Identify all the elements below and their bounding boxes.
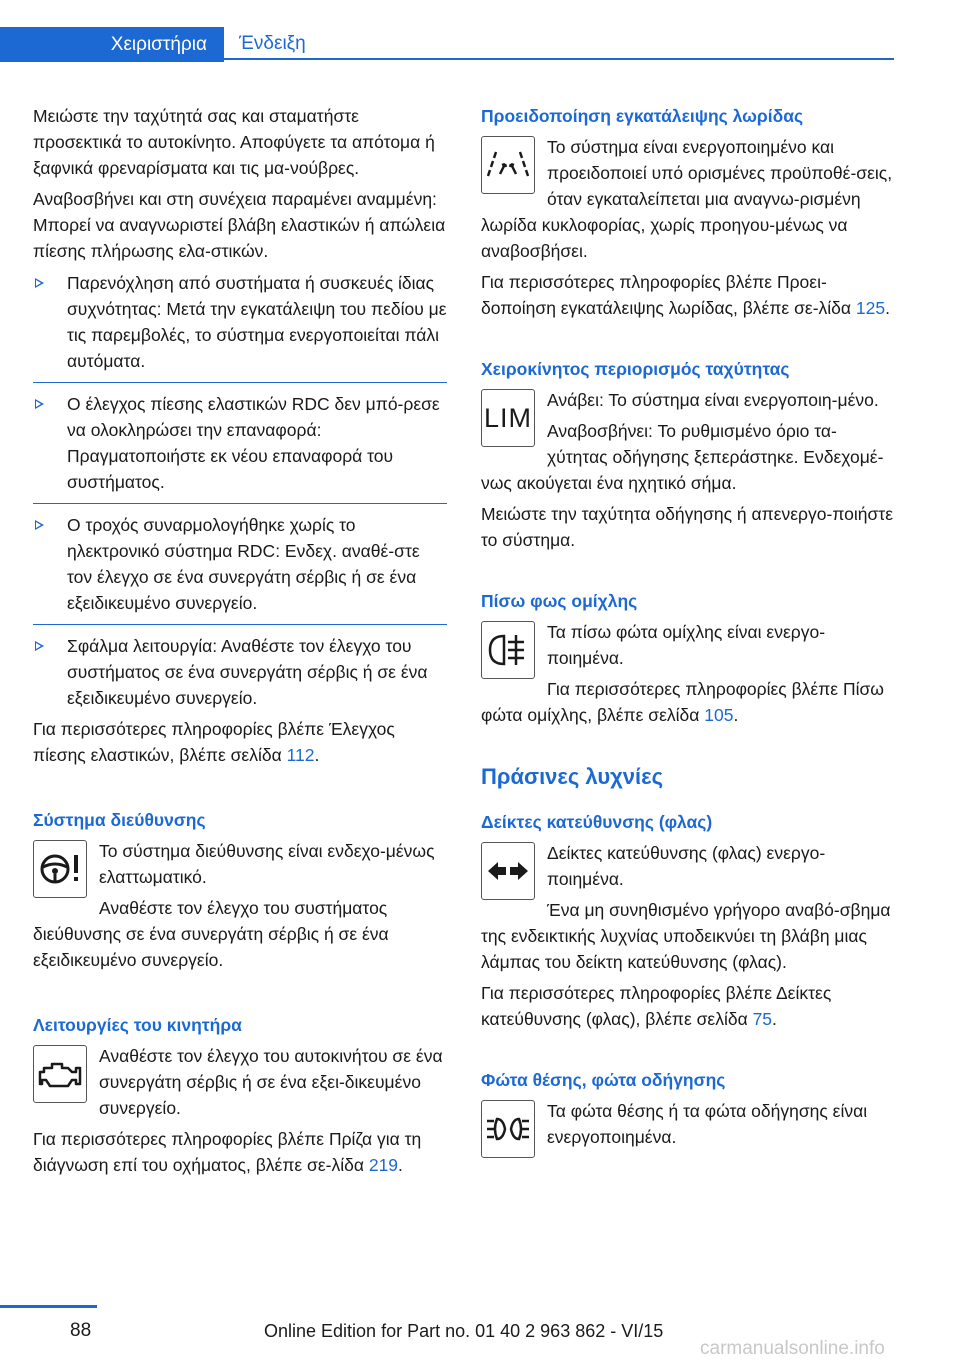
section-heading: Χειροκίνητος περιορισμός ταχύτητας	[481, 359, 790, 379]
page-link[interactable]: 75	[752, 1009, 773, 1029]
paragraph: Για περισσότερες πληροφορίες βλέπε Δείκτες κατεύθυνσης (φλας), βλέπε σελίδα 75.	[481, 983, 832, 1029]
triangle-bullet-icon	[35, 520, 44, 530]
list-item-text: Σφάλμα λειτουργία: Αναθέστε τον έλεγχο του συστήματος σε ένα συνεργάτη σέρβις ή σε ένα εξειδικευμένο συνεργείο.	[67, 636, 428, 708]
page-number: 88	[70, 1320, 92, 1341]
edition-note: Online Edition for Part no. 01 40 2 963 862 - VI/15	[264, 1321, 664, 1341]
list-item-text: Ο έλεγχος πίεσης ελαστικών RDC δεν μπό‐ρεσε να ολοκληρώσει την επαναφορά: Πραγματοποιήστε εκ νέου επαναφορά του συστήματος.	[67, 394, 440, 492]
lane-departure-icon	[481, 136, 535, 194]
reference-text: Για περισσότερες πληροφορίες βλέπε Προει‐δοποίηση εγκατάλειψης λωρίδας, βλέπε σε‐λίδα	[481, 272, 856, 318]
paragraph: Μειώστε την ταχύτητα οδήγησης ή απενεργο‐ποιήστε το σύστημα.	[481, 504, 894, 550]
turn-signal-arrows-icon	[481, 842, 535, 900]
triangle-bullet-icon	[35, 278, 44, 288]
page-link[interactable]: 219	[368, 1155, 399, 1175]
reference-text: Για περισσότερες πληροφορίες βλέπε Έλεγχος πίεσης ελαστικών, βλέπε σελίδα	[33, 719, 395, 765]
reference-text: Για περισσότερες πληροφορίες βλέπε Πρίζα για τη διάγνωση επί του οχήματος, βλέπε σε‐λίδα	[33, 1129, 422, 1175]
parking-lights-icon	[481, 1100, 535, 1158]
paragraph: Τα πίσω φώτα ομίχλης είναι ενεργο‐ποιημένα.	[547, 622, 826, 668]
section-heading: Φώτα θέσης, φώτα οδήγησης	[481, 1070, 726, 1090]
paragraph: Για περισσότερες πληροφορίες βλέπε Πρίζα για τη διάγνωση επί του οχήματος, βλέπε σε‐λίδα 219.	[33, 1129, 422, 1175]
page-link[interactable]: 125	[855, 298, 886, 318]
section-heading: Δείκτες κατεύθυνσης (φλας)	[481, 812, 713, 832]
paragraph: Αναβοσβήνει και στη συνέχεια παραμένει αναμμένη: Μπορεί να αναγνωριστεί βλάβη ελαστικών ή απώλεια πίεσης πλήρωσης ελα‐στικών.	[33, 189, 446, 261]
section-heading: Πίσω φως ομίχλης	[481, 591, 638, 611]
speed-limiter-icon	[481, 389, 535, 447]
engine-icon	[33, 1045, 87, 1103]
divider	[33, 503, 447, 504]
page-link[interactable]: 105	[704, 705, 734, 725]
paragraph: Τα φώτα θέσης ή τα φώτα οδήγησης είναι ενεργοποιημένα.	[547, 1101, 868, 1147]
left-column	[33, 103, 447, 1183]
section-heading: Λειτουργίες του κινητήρα	[33, 1015, 242, 1035]
divider	[33, 382, 447, 383]
paragraph: Το σύστημα διεύθυνσης είναι ενδεχο‐μένως ελαττωματικό.	[99, 841, 435, 887]
watermark: carmanualsonline.info	[700, 1338, 885, 1359]
list-item	[33, 391, 447, 495]
paragraph: Δείκτες κατεύθυνσης (φλας) ενεργο‐ποιημένα.	[547, 843, 826, 889]
paragraph: Το σύστημα είναι ενεργοποιημένο και προειδοποιεί υπό ορισμένες προϋποθέ‐σεις, όταν εγκαταλείπεται μια αναγνω‐ρισμένη λωρίδα κυκλοφορίας, χωρίς προηγου‐μένως να αναβοσβήσει.	[481, 137, 893, 261]
triangle-bullet-icon	[35, 399, 44, 409]
chapter-heading: Πράσινες λυχνίες	[481, 764, 664, 789]
list-item	[33, 512, 447, 616]
paragraph: Ένα μη συνηθισμένο γρήγορο αναβό‐σβημα της ενδεικτικής λυχνίας υποδεικνύει τη βλάβη μιας λάμπας του δείκτη κατεύθυνσης (φλας).	[481, 900, 891, 972]
right-column	[481, 103, 895, 1164]
lim-label: LIM	[483, 403, 532, 433]
page-link[interactable]: 112	[286, 745, 315, 765]
reference-text: Για περισσότερες πληροφορίες βλέπε Πίσω φώτα ομίχλης, βλέπε σελίδα	[481, 679, 884, 725]
divider	[33, 624, 447, 625]
paragraph: Για περισσότερες πληροφορίες βλέπε Προει‐δοποίηση εγκατάλειψης λωρίδας, βλέπε σε‐λίδα 125.	[481, 272, 890, 318]
steering-warning-icon	[33, 840, 87, 898]
list-item	[33, 270, 447, 374]
list-item-text: Παρενόχληση από συστήματα ή συσκευές ίδιας συχνότητας: Μετά την εγκατάλειψη του πεδίου με τις παρεμβολές, το σύστημα ενεργοποιείται πάλι αυτόματα.	[67, 273, 447, 371]
tab-controls[interactable]: Χειριστήρια	[0, 27, 224, 62]
list-item-text: Ο τροχός συναρμολογήθηκε χωρίς το ηλεκτρονικό σύστημα RDC: Ενδεχ. αναθέ‐στε τον έλεγχο σε ένα συνεργάτη σέρβις ή σε ένα εξειδικευμένο συνεργείο.	[67, 515, 420, 613]
header-bar	[0, 0, 960, 62]
tab-display[interactable]: Ένδειξη	[224, 27, 894, 60]
rear-fog-light-icon	[481, 621, 535, 679]
footer-rule	[0, 1305, 97, 1308]
paragraph: Αναθέστε τον έλεγχο του συστήματος διεύθυνσης σε ένα συνεργάτη σέρβις ή σε ένα εξειδικευμένο συνεργείο.	[33, 898, 389, 970]
paragraph: Για περισσότερες πληροφορίες βλέπε Πίσω φώτα ομίχλης, βλέπε σελίδα 105.	[481, 679, 884, 725]
reference-text: Για περισσότερες πληροφορίες βλέπε Δείκτες κατεύθυνσης (φλας), βλέπε σελίδα	[481, 983, 832, 1029]
paragraph: Για περισσότερες πληροφορίες βλέπε Έλεγχος πίεσης ελαστικών, βλέπε σελίδα 112.	[33, 719, 395, 765]
paragraph: Ανάβει: Το σύστημα είναι ενεργοποιη‐μένο.	[547, 390, 879, 410]
section-heading: Προειδοποίηση εγκατάλειψης λωρίδας	[481, 106, 804, 126]
list-item	[33, 633, 447, 711]
paragraph: Μειώστε την ταχύτητά σας και σταματήστε προσεκτικά το αυτοκίνητο. Αποφύγετε τα απότομα ή ξαφνικά φρεναρίσματα και τις μα‐νούβρες.	[33, 106, 435, 178]
paragraph: Αναβοσβήνει: Το ρυθμισμένο όριο τα‐χύτητας οδήγησης ξεπεράστηκε. Ενδεχομέ‐νως ακούγεται ένα ηχητικό σήμα.	[481, 421, 884, 493]
section-heading: Σύστημα διεύθυνσης	[33, 810, 206, 830]
paragraph: Αναθέστε τον έλεγχο του αυτοκινήτου σε ένα συνεργάτη σέρβις ή σε ένα εξει‐δικευμένο συνεργείο.	[99, 1046, 443, 1118]
triangle-bullet-icon	[35, 641, 44, 651]
